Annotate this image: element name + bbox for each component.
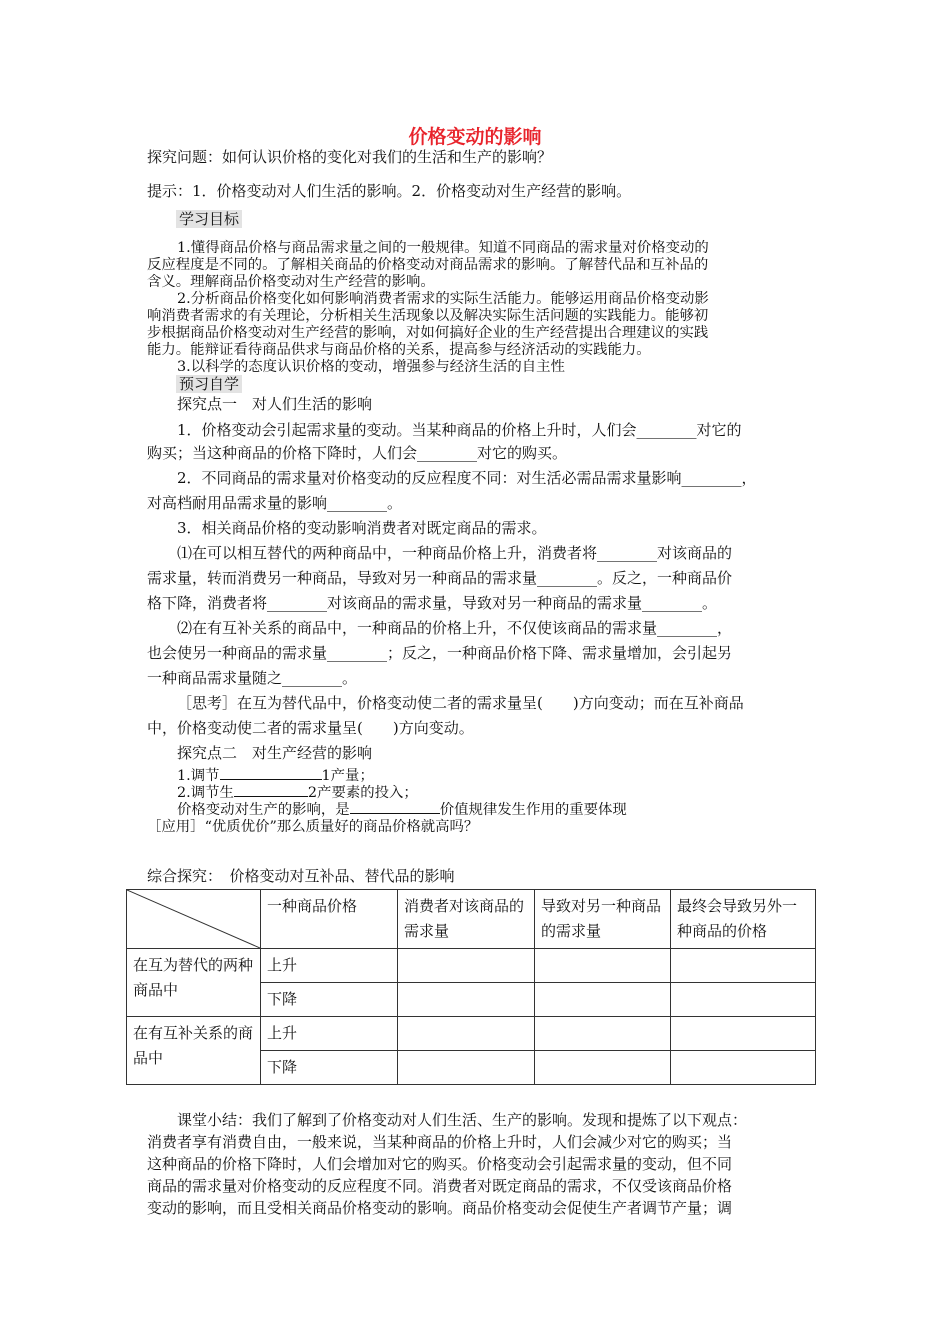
table-cell [398,949,535,983]
synthesis-heading: 综合探究： 价格变动对互补品、替代品的影响 [147,867,455,885]
think-line: 中，价格变动使二者的需求量呈( )方向变动。 [147,719,474,737]
body-line: 购买；当这种商品的价格下降时，人们会________对它的购买。 [147,444,568,462]
body-line: ⑴在可以相互替代的两种商品中，一种商品价格上升，消费者将________对该商品的 [177,544,733,562]
body-line: 一种商品需求量随之________。 [147,669,358,687]
synthesis-table [126,889,816,1085]
row-group-label: 在互为替代的两种商品中 [127,949,261,1017]
body-line: 格下降，消费者将________对该商品的需求量，导致对另一种商品的需求量________。 [147,594,718,612]
apply-line: ［应用］“优质优价”那么质量好的商品价格就高吗？ [147,819,479,835]
table-header-cell: 消费者对该商品的需求量 [398,890,535,949]
inquiry-question: 探究问题：如何认识价格的变化对我们的生活和生产的影响？ [147,148,553,166]
table-row [127,1017,816,1051]
goals-line: 能力。能辩证看待商品供求与商品价格的关系，提高参与经济活动的实践能力。 [147,342,651,358]
body-line: 对高档耐用品需求量的影响________。 [147,494,403,512]
summary-line: 这种商品的价格下降时，人们会增加对它的购买。价格变动会引起需求量的变动，但不同 [147,1155,733,1173]
body-line: 需求量，转而消费另一种商品，导致对另一种商品的需求量________。反之，一种商品价 [147,569,733,587]
table-cell [671,983,816,1017]
table-cell [535,1017,671,1051]
page-title: 价格变动的影响 [408,126,542,148]
table-cell [398,1017,535,1051]
summary-line: 消费者享有消费自由，一般来说，当某种商品的价格上升时，人们会减少对它的购买；当 [147,1133,733,1151]
table-cell [535,983,671,1017]
table-cell [671,1051,816,1085]
row-group-label: 在有互补关系的商品中 [127,1017,261,1085]
body-line: 也会使另一种商品的需求量________；反之，一种商品价格下降、需求量增加，会引起另 [147,644,733,662]
table-row [127,949,816,983]
body-line: 3．相关商品价格的变动影响消费者对既定商品的需求。 [177,519,547,537]
table-cell [398,983,535,1017]
table-header-cell: 最终会导致另外一种商品的价格 [671,890,816,949]
goals-line: 步根据商品价格变动对生产经营的影响，对如何搞好企业的生产经营提出合理建议的实践 [147,325,709,341]
table-cell: 下降 [261,1051,398,1085]
summary-line: 商品的需求量对价格变动的反应程度不同。消费者对既定商品的需求，不仅受该商品价格 [147,1177,733,1195]
body-line: 1．价格变动会引起需求量的变动。当某种商品的价格上升时，人们会________对它的 [177,421,742,439]
goals-line: 反应程度是不同的。了解相关商品的价格变动对商品需求的影响。了解替代品和互补品的 [147,257,709,273]
hint-line: 提示：1．价格变动对人们生活的影响。2．价格变动对生产经营的影响。 [147,182,632,200]
table-header-cell: 一种商品价格 [261,890,398,949]
table-cell: 上升 [261,949,398,983]
regulate-line-1: 1.调节 1产量； [177,768,374,784]
goals-heading: 学习目标 [176,212,242,227]
body-line: 2．不同商品的需求量对价格变动的反应程度不同：对生活必需品需求量影响________， [177,469,757,487]
point2-heading: 探究点二 对生产经营的影响 [177,744,373,762]
table-cell [535,1051,671,1085]
table-cell: 下降 [261,983,398,1017]
preview-heading: 预习自学 [176,377,242,392]
point1-heading: 探究点一 对人们生活的影响 [177,395,373,413]
table-cell [535,949,671,983]
summary-line: 变动的影响，而且受相关商品价格变动的影响。商品价格变动会促使生产者调节产量；调 [147,1199,733,1217]
body-line: ⑵在有互补关系的商品中，一种商品的价格上升，不仅使该商品的需求量________， [177,619,733,637]
table-cell [671,1017,816,1051]
summary-line: 课堂小结：我们了解到了价格变动对人们生活、生产的影响。发现和提炼了以下观点： [177,1111,748,1129]
table-cell: 上升 [261,1017,398,1051]
table-header-row [127,890,816,949]
table-cell [671,949,816,983]
regulate-line-3: 价格变动对生产的影响，是 价值规律发生作用的重要体现 [177,802,627,818]
goals-line: 3.以科学的态度认识价格的变动，增强参与经济生活的自主性 [177,359,565,375]
goals-line: 响消费者需求的有关理论，分析相关生活现象以及解决实际生活问题的实践能力。能够初 [147,308,709,324]
table-cell [398,1051,535,1085]
think-line: ［思考］在互为替代品中，价格变动使二者的需求量呈( )方向变动；而在互补商品 [177,694,744,712]
regulate-line-2: 2.调节生 2产要素的投入； [177,785,418,801]
goals-line: 含义。理解商品价格变动对生产经营的影响。 [147,274,435,290]
table-header-cell: 导致对另一种商品的需求量 [535,890,671,949]
goals-line: 1.懂得商品价格与商品需求量之间的一般规律。知道不同商品的需求量对价格变动的 [177,240,709,256]
diagonal-header-cell [127,890,261,949]
goals-line: 2.分析商品价格变化如何影响消费者需求的实际生活能力。能够运用商品价格变动影 [177,291,709,307]
